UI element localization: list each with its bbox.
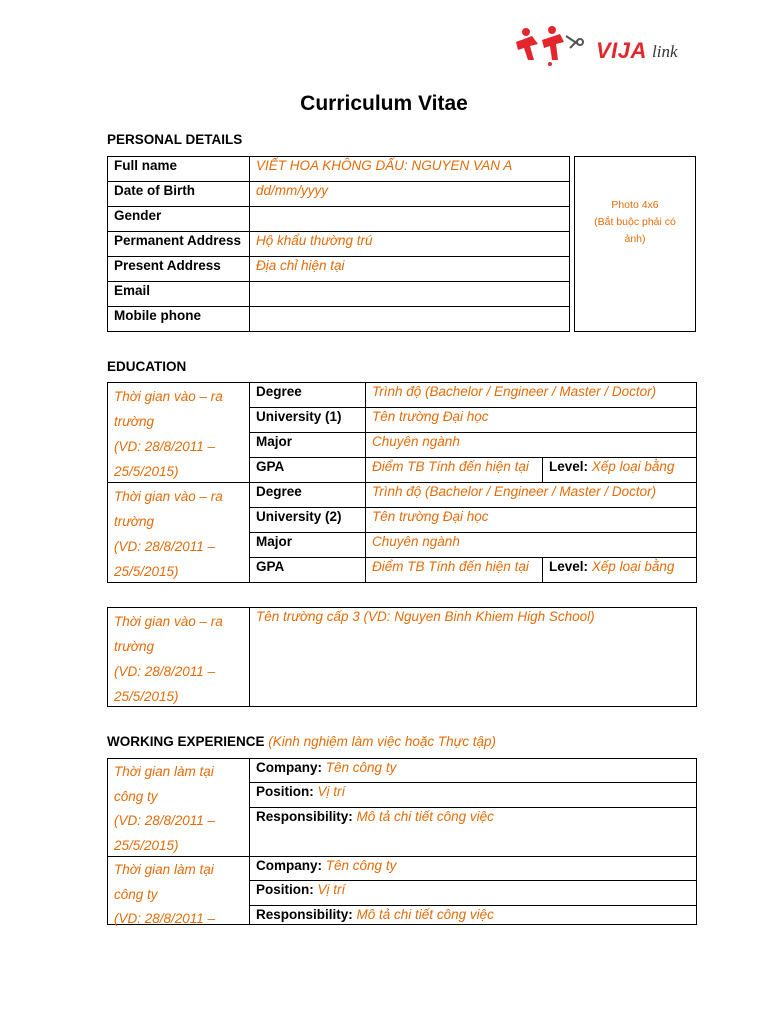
work1-position-value: Vị trí: [317, 784, 346, 799]
work2-responsibility[interactable]: [256, 907, 494, 922]
work-heading-title: WORKING EXPERIENCE: [107, 734, 265, 749]
work-heading-note: (Kinh nghiệm làm việc hoặc Thực tập): [268, 734, 496, 749]
vijalink-logo: [512, 22, 702, 72]
edu2-time-line: trường: [114, 514, 154, 529]
label-present-address: Present Address: [114, 258, 221, 273]
edu1-major-value[interactable]: Chuyên ngành: [372, 434, 460, 449]
edu2-gpa-value[interactable]: Điểm TB Tính đến hiện tại: [372, 559, 529, 574]
work2-company[interactable]: [256, 858, 396, 873]
edu2-time-line: 25/5/2015): [114, 564, 179, 579]
edu1-gpa-label: GPA: [256, 459, 285, 474]
work1-company[interactable]: [256, 760, 396, 775]
work1-time-line: công ty: [114, 788, 158, 804]
highschool-time-line: 25/5/2015): [114, 689, 179, 704]
highschool-time-line: trường: [114, 639, 154, 654]
edu1-university-value[interactable]: Tên trường Đại học: [372, 409, 489, 424]
edu2-major-label: Major: [256, 534, 293, 549]
edu1-degree-value[interactable]: Trình độ (Bachelor / Engineer / Master / Doctor): [372, 384, 657, 399]
edu2-major-value[interactable]: Chuyên ngành: [372, 534, 460, 549]
work1-position-label: Position:: [256, 784, 314, 799]
work2-position-value: Vị trí: [317, 882, 346, 897]
edu2-time: [114, 484, 223, 584]
work1-time: [114, 760, 215, 858]
photo-placeholder[interactable]: [574, 156, 696, 332]
work2-position[interactable]: [256, 882, 345, 897]
photo-size-text: Photo 4x6: [611, 199, 659, 211]
edu1-time-line: (VD: 28/8/2011 –: [114, 439, 216, 454]
label-mobile-phone: Mobile phone: [114, 308, 201, 323]
work2-time: [114, 858, 215, 932]
work1-responsibility[interactable]: [256, 809, 494, 824]
work2-responsibility-value: Mô tả chi tiết công việc: [356, 907, 494, 922]
edu2-level-label: Level:: [549, 559, 589, 574]
work2-time-line: công ty: [114, 886, 158, 902]
work2-time-line: (VD: 28/8/2011 –: [114, 911, 216, 926]
work1-position[interactable]: [256, 784, 345, 799]
highschool-time: [114, 609, 223, 709]
work1-time-line: (VD: 28/8/2011 –: [114, 813, 216, 828]
label-email: Email: [114, 283, 151, 298]
edu1-gpa-value[interactable]: Điểm TB Tính đến hiện tại: [372, 459, 529, 474]
edu2-gpa-label: GPA: [256, 559, 285, 574]
edu2-university-value[interactable]: Tên trường Đại học: [372, 509, 489, 524]
label-permanent-address: Permanent Address: [114, 233, 242, 248]
work2-position-label: Position:: [256, 882, 314, 897]
edu1-time-line: 25/5/2015): [114, 464, 179, 479]
highschool-time-line: (VD: 28/8/2011 –: [114, 664, 216, 679]
edu1-time: [114, 384, 223, 484]
value-full-name[interactable]: VIẾT HOA KHÔNG DẤU: NGUYEN VAN A: [256, 158, 513, 173]
work1-company-value: Tên công ty: [325, 760, 397, 775]
work2-time-line: Thời gian làm tại: [114, 862, 214, 877]
edu1-level[interactable]: [549, 459, 674, 474]
label-date-of-birth: Date of Birth: [114, 183, 195, 198]
work1-responsibility-label: Responsibility:: [256, 809, 353, 824]
value-permanent-address[interactable]: Hộ khẩu thường trú: [256, 233, 373, 248]
work2-responsibility-label: Responsibility:: [256, 907, 353, 922]
work1-time-line: 25/5/2015): [114, 837, 179, 853]
work2-company-label: Company:: [256, 858, 323, 873]
edu1-time-line: Thời gian vào – ra: [114, 389, 223, 404]
edu1-university-label: University (1): [256, 409, 342, 424]
edu2-level[interactable]: [549, 559, 674, 574]
education-heading: EDUCATION: [107, 359, 187, 374]
label-full-name: Full name: [114, 158, 178, 173]
edu2-level-value: Xếp loại bằng: [591, 559, 675, 574]
edu2-time-line: Thời gian vào – ra: [114, 489, 223, 504]
work-heading: [107, 734, 496, 749]
photo-required-text-1: (Bắt buộc phải có: [594, 216, 676, 228]
edu1-degree-label: Degree: [256, 384, 302, 399]
photo-required-text-2: ảnh): [624, 233, 646, 245]
edu2-degree-value[interactable]: Trình độ (Bachelor / Engineer / Master / Doctor): [372, 484, 657, 499]
work2-company-value: Tên công ty: [325, 858, 397, 873]
page-title: Curriculum Vitae: [300, 92, 468, 115]
value-present-address[interactable]: Địa chỉ hiện tại: [256, 258, 345, 273]
logo-brand-sub: link: [652, 42, 678, 61]
label-gender: Gender: [114, 208, 162, 223]
highschool-time-line: Thời gian vào – ra: [114, 614, 223, 629]
work1-company-label: Company:: [256, 760, 323, 775]
edu2-degree-label: Degree: [256, 484, 302, 499]
edu2-university-label: University (2): [256, 509, 342, 524]
edu2-time-line: (VD: 28/8/2011 –: [114, 539, 216, 554]
highschool-name[interactable]: Tên trường cấp 3 (VD: Nguyen Binh Khiem High School): [256, 609, 595, 624]
work1-time-line: Thời gian làm tại: [114, 764, 214, 779]
personal-details-heading: PERSONAL DETAILS: [107, 132, 243, 147]
work1-responsibility-value: Mô tả chi tiết công việc: [356, 809, 494, 824]
edu1-level-label: Level:: [549, 459, 589, 474]
edu1-time-line: trường: [114, 414, 154, 429]
edu1-level-value: Xếp loại bằng: [591, 459, 675, 474]
edu1-major-label: Major: [256, 434, 293, 449]
logo-brand-main: VIJA: [596, 38, 647, 63]
value-date-of-birth[interactable]: dd/mm/yyyy: [256, 183, 329, 198]
